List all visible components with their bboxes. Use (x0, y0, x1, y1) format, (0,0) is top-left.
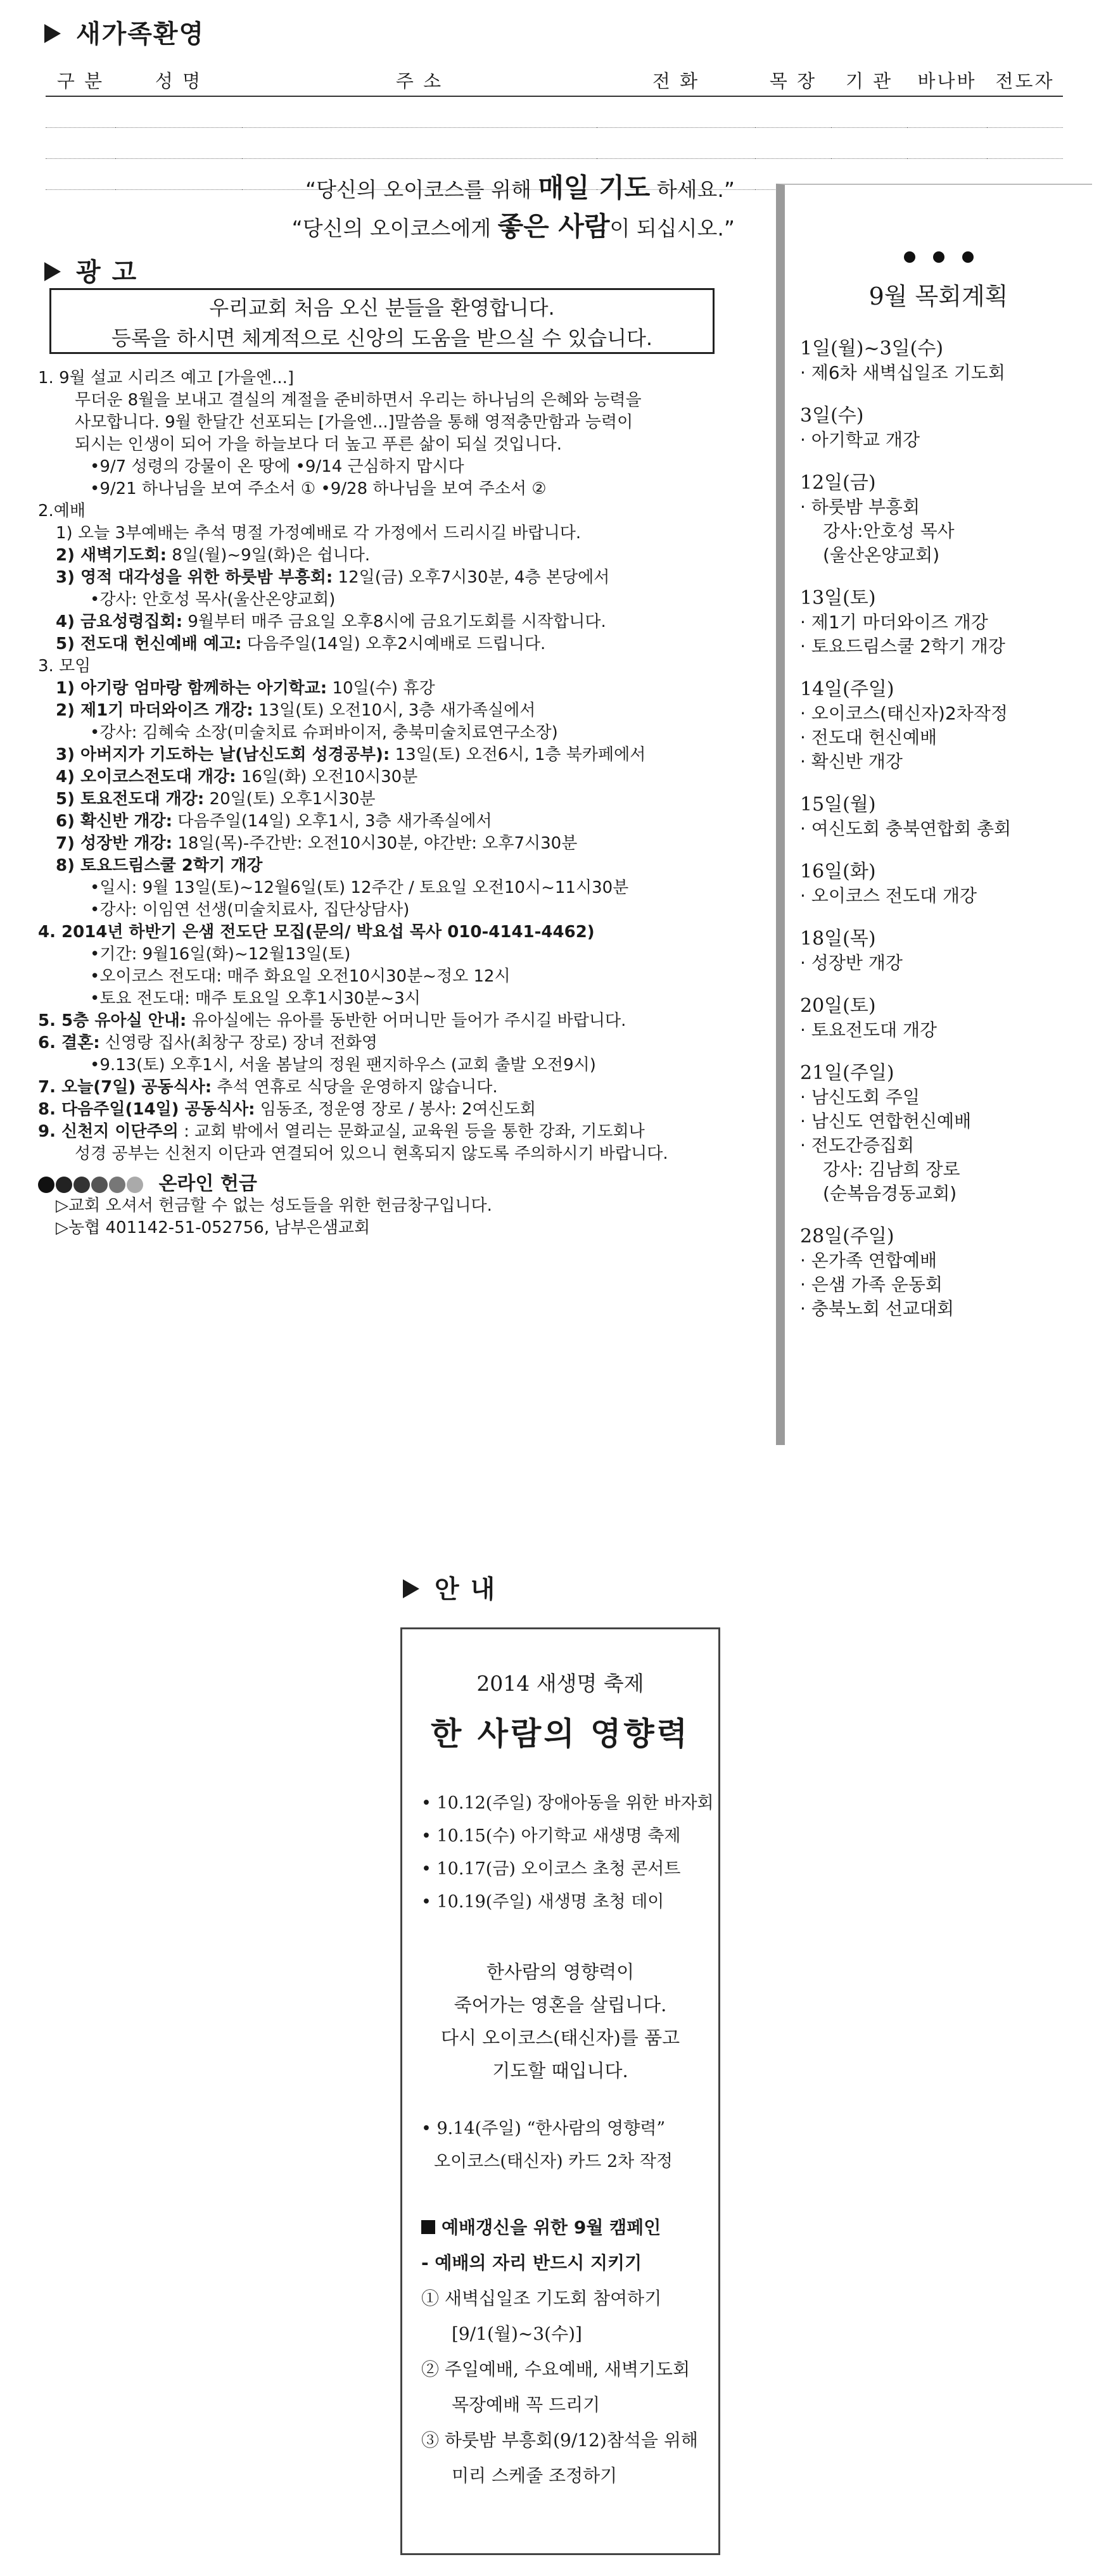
announcement-line (38, 611, 741, 633)
newcomers-table-header (46, 65, 1063, 96)
quote-line-1: “당신의 오이코스를 위해 매일 기도 하세요.” (305, 172, 735, 203)
announcement-line-bold: 5) 전도대 헌신예배 예고: (56, 635, 242, 653)
campaign-step-2-detail: 목장예배 꼭 드리기 (452, 2394, 601, 2415)
plan-event-item: · 제1기 마더와이즈 개강 (800, 612, 988, 633)
newcomers-table-row[interactable] (46, 96, 1063, 128)
campaign-step-2: ② 주일예배, 수요예배, 새벽기도회 (421, 2359, 690, 2380)
announcement-line-text: 무더운 8월을 보내고 결실의 계절을 준비하면서 우리는 하나님의 은혜와 능력을 (75, 391, 642, 410)
announcement-line-text: 12일(금) 오후7시30분, 4층 본당에서 (333, 568, 610, 587)
festival-schedule-item: • 10.17(금) 오이코스 초청 콘서트 (421, 1859, 681, 1879)
plan-event-date: 13일(토) (800, 587, 876, 609)
announcement-line-bold: 7. 오늘(7일) 공동식사: (38, 1078, 212, 1097)
plan-event-item: · 제6차 새벽십일조 기도회 (800, 362, 1005, 383)
plan-event-item: · 성장반 개강 (800, 952, 903, 973)
dot-icon (91, 1177, 108, 1193)
announcement-line (38, 1032, 741, 1054)
announcement-line-text: 성경 공부는 신천지 이단과 연결되어 있으니 현혹되지 않도록 주의하시기 바랍니다. (75, 1144, 668, 1163)
ads-section-title (44, 252, 137, 288)
announcement-line-text: •기간: 9월16일(화)~12월13일(토) (90, 945, 351, 964)
announcement-line (38, 700, 741, 722)
festival-title: 2014 새생명 축제 (476, 1671, 644, 1696)
announcement-line (38, 1010, 741, 1032)
plan-event-item: · 아기학교 개강 (800, 429, 920, 450)
announcement-line-text: 되시는 인생이 되어 가을 하늘보다 더 높고 푸른 삶이 되실 것입니다. (75, 435, 563, 454)
three-dots-icon (785, 251, 1092, 265)
announcement-line-bold: 2) 새벽기도회: (56, 546, 167, 565)
announcement-line (38, 921, 741, 944)
announcement-line-text: 임동조, 정운영 장로 / 봉사: 2여신도회 (255, 1100, 537, 1119)
plan-event-item: · 하룻밤 부흥회 (800, 496, 920, 517)
campaign-step-3: ③ 하룻밤 부흥회(9/12)참석을 위해 (421, 2430, 698, 2451)
announcement-line-bold: 8. 다음주일(14일) 공동식사: (38, 1100, 255, 1119)
announcement-line-bold: 3) 영적 대각성을 위한 하룻밤 부흥회: (56, 568, 333, 587)
plan-event-item: · 은샘 가족 운동회 (800, 1274, 943, 1295)
dots-bullet-icon (38, 1173, 144, 1195)
festival-schedule-item: • 10.19(주일) 새생명 초청 데이 (421, 1892, 664, 1912)
announcement-line-bold: 8) 토요드림스쿨 2학기 개강 (56, 856, 263, 875)
announcement-line (38, 678, 741, 700)
announcement-line-text: 추석 연휴로 식당을 운영하지 않습니다. (212, 1078, 498, 1097)
oikos-card-line-2: 오이코스(태신자) 카드 2차 작정 (434, 2152, 673, 2171)
monthly-plan-events (785, 337, 1092, 1321)
announcement-line (38, 500, 741, 522)
announcement-line (38, 877, 741, 899)
announcement-line-text: 1) 오늘 3부예배는 추석 명절 가정예배로 각 가정에서 드리시길 바랍니다. (56, 524, 582, 543)
announcement-line-text: •강사: 김혜숙 소장(미술치료 슈퍼바이저, 충북미술치료연구소장) (90, 723, 558, 742)
announcement-line (38, 478, 741, 500)
announcement-list (38, 367, 741, 1239)
announcement-line (38, 966, 741, 988)
plan-event-item: · 온가족 연합예배 (800, 1250, 938, 1271)
monthly-plan-panel (776, 184, 1092, 1445)
online-offering-title (38, 1173, 741, 1195)
announcement-line (38, 833, 741, 855)
plan-event-date: 12일(금) (800, 472, 876, 494)
announcement-line (38, 1121, 741, 1143)
announcement-line-bold: 4. 2014년 하반기 은샘 전도단 모집(문의/ 박요섭 목사 010-4141-4462) (38, 923, 595, 942)
oikos-card-line-1: • 9.14(주일) “한사람의 영향력” (421, 2119, 666, 2138)
plan-event-item: · 오이코스 전도대 개강 (800, 885, 977, 906)
prayer-quote (95, 170, 735, 247)
announcement-line-bold: 4) 오이코스전도대 개강: (56, 767, 236, 786)
plan-event-date: 3일(수) (800, 405, 864, 427)
dot-icon (109, 1177, 125, 1193)
announcement-line-text: 1. 9월 설교 시리즈 예고 [가을엔...] (38, 369, 295, 388)
quote-line-2: “당신의 오이코스에게 좋은 사람이 되십시오.” (291, 211, 735, 242)
newcomers-column-header: 기 관 (831, 65, 907, 96)
newcomers-column-header: 전도자 (987, 65, 1063, 96)
plan-event-item: · 확신반 개강 (800, 751, 903, 772)
plan-event-date: 15일(월) (800, 793, 876, 816)
newcomers-table-row[interactable] (46, 128, 1063, 159)
announcement-line (38, 655, 741, 678)
announcement-line-text: 신영랑 집사(최창구 장로) 장녀 전화영 (99, 1033, 378, 1052)
announcement-line (38, 1054, 741, 1076)
announcement-line (38, 1143, 741, 1165)
announcement-line-bold: 6) 확신반 개강: (56, 812, 173, 831)
campaign-subtitle: - 예배의 자리 반드시 지키기 (421, 2252, 642, 2273)
festival-schedule-item: • 10.15(수) 아기학교 새생명 축제 (421, 1826, 681, 1846)
festival-theme: 한 사람의 영향력 (431, 1715, 690, 1752)
plan-event-date: 16일(화) (800, 861, 876, 883)
ads-title-text: 광 고 (76, 258, 138, 287)
campaign-title-text: 예배갱신을 위한 9월 캠페인 (442, 2217, 661, 2238)
announcement-line-text: 16일(화) 오전10시30분 (236, 767, 418, 786)
announcement-line (38, 811, 741, 833)
plan-event (785, 586, 1092, 659)
festival-box (400, 1627, 720, 2555)
welcome-line-1: 우리교회 처음 오신 분들을 환영합니다. (209, 296, 555, 320)
festival-schedule-item: • 10.12(주일) 장애아동을 위한 바자회 (421, 1793, 714, 1813)
announcement-line-text: 9월부터 매주 금요일 오후8시에 금요기도회를 시작합니다. (182, 612, 606, 631)
announcement-line-text: : 교회 밖에서 열리는 문화교실, 교육원 등을 통한 강좌, 기도회나 (178, 1122, 645, 1141)
plan-event-item: · 전도간증집회 (800, 1135, 915, 1156)
announcement-line-text: •9/21 하나님을 보여 주소서 ① •9/28 하나님을 보여 주소서 ② (90, 479, 547, 498)
plan-event-item: · 남신도회 주일 (800, 1087, 920, 1108)
oikos-card-note (402, 2112, 718, 2178)
announcement-line (38, 434, 741, 456)
announcement-line (38, 522, 741, 545)
announcement-line (38, 389, 741, 412)
newcomers-column-header: 목 장 (755, 65, 831, 96)
newcomers-column-header: 주 소 (242, 65, 597, 96)
announcement-line-text: •9/7 성령의 강물이 온 땅에 •9/14 근심하지 맙시다 (90, 457, 464, 476)
dot-icon (73, 1177, 90, 1193)
announcement-line-text: 사모합니다. 9월 한달간 선포되는 [가을엔...]말씀을 통해 영적충만함과 능력이 (75, 413, 633, 432)
announcement-line-bold: 4) 금요성령집회: (56, 612, 183, 631)
plan-event-date: 21일(주일) (800, 1062, 894, 1084)
announcement-line-text: •토요 전도대: 매주 토요일 오후1시30분~3시 (90, 989, 421, 1008)
plan-event-date: 18일(목) (800, 928, 876, 950)
announcement-line-text: •9.13(토) 오후1시, 서울 봄날의 정원 팬지하우스 (교회 출발 오전9시) (90, 1056, 596, 1075)
announcement-line (38, 456, 741, 478)
triangle-bullet-icon (44, 24, 61, 43)
announcement-line (38, 367, 741, 389)
plan-event-item: · 전도대 헌신예배 (800, 727, 938, 748)
campaign-step-1-date: [9/1(월)~3(수)] (452, 2323, 582, 2344)
announcement-line (38, 589, 741, 611)
newcomers-column-header: 바나바 (907, 65, 987, 96)
plan-event (785, 994, 1092, 1042)
announcement-line-text: 20일(토) 오후1시30분 (204, 790, 376, 809)
plan-event (785, 860, 1092, 908)
square-bullet-icon (421, 2220, 435, 2234)
plan-event-date: 14일(주일) (800, 678, 894, 700)
announcement-line-text: 13일(토) 오전6시, 1층 북카페에서 (390, 745, 646, 764)
announcement-line-bold: 1) 아기랑 엄마랑 함께하는 아기학교: (56, 679, 327, 698)
announcement-line-text: 8일(월)~9일(화)은 쉽니다. (167, 546, 371, 565)
announcement-line (38, 988, 741, 1010)
announcement-line (38, 633, 741, 655)
announcement-line-text: •강사: 안호성 목사(울산온양교회) (90, 590, 336, 609)
announcement-line (38, 788, 741, 811)
announcement-line-text: 2.예배 (38, 502, 86, 521)
triangle-bullet-icon (403, 1579, 419, 1598)
announcement-line-bold: 2) 제1기 마더와이즈 개강: (56, 701, 253, 720)
worship-campaign (402, 2210, 718, 2281)
plan-event-date: 20일(토) (800, 995, 876, 1017)
bank-account: ▷농협 401142-51-052756, 남부은샘교회 (56, 1218, 371, 1237)
newcomers-column-header: 구 분 (46, 65, 115, 96)
plan-event (785, 678, 1092, 774)
announcement-line (38, 1099, 741, 1121)
plan-event-detail: 강사:안호성 목사 (823, 521, 955, 541)
dot-icon (38, 1177, 54, 1193)
announcement-line (38, 944, 741, 966)
plan-event-item: · 토요드림스쿨 2학기 개강 (800, 636, 1005, 657)
announcement-line (38, 899, 741, 921)
announcement-line-text: •오이코스 전도대: 매주 화요일 오전10시30분~정오 12시 (90, 967, 511, 986)
online-offering (38, 1173, 741, 1239)
plan-event-detail: (순복음경동교회) (823, 1183, 957, 1204)
plan-event-date: 1일(월)~3일(수) (800, 338, 944, 360)
announcement-line (38, 855, 741, 877)
online-offering-title-text: 온라인 헌금 (158, 1173, 257, 1195)
announcement-line (38, 1076, 741, 1099)
plan-event-item: · 남신도 연합헌신예배 (800, 1111, 972, 1132)
announcement-line-text: 18일(목)-주간반: 오전10시30분, 야간반: 오후7시30분 (172, 834, 578, 853)
triangle-bullet-icon (44, 262, 61, 281)
announcement-line (38, 722, 741, 744)
campaign-title (421, 2210, 718, 2245)
plan-event-detail: (울산온양교회) (823, 545, 940, 565)
campaign-step-1: ① 새벽십일조 기도회 참여하기 (421, 2288, 662, 2309)
announcement-line (38, 567, 741, 589)
festival-message-line: 죽어가는 영혼을 살립니다. (454, 1994, 667, 2016)
plan-event (785, 471, 1092, 567)
campaign-step-3-detail: 미리 스케줄 조정하기 (452, 2465, 618, 2486)
announcement-line-text: 13일(토) 오전10시, 3층 새가족실에서 (253, 701, 536, 720)
announcement-line-bold: 5. 5층 유아실 안내: (38, 1011, 187, 1030)
festival-schedule (402, 1787, 718, 1919)
festival-message-line: 기도할 때입니다. (492, 2060, 628, 2081)
newcomers-section-title (44, 14, 205, 50)
announcement-line (38, 744, 741, 766)
plan-event-item: · 여신도회 충북연합회 총회 (800, 818, 1012, 839)
guide-title-text: 안 내 (435, 1575, 497, 1604)
announcement-line-bold: 7) 성장반 개강: (56, 834, 173, 853)
announcement-line-bold: 6. 결혼: (38, 1033, 100, 1052)
newcomers-column-header: 전 화 (597, 65, 755, 96)
plan-event (785, 927, 1092, 975)
plan-event (785, 1225, 1092, 1321)
announcement-line-text: 다음주일(14일) 오후1시, 3층 새가족실에서 (172, 812, 492, 831)
plan-event-item: · 토요전도대 개강 (800, 1020, 938, 1040)
announcement-line-text: 다음주일(14일) 오후2시예배로 드립니다. (241, 635, 546, 653)
announcement-lines (38, 367, 741, 1165)
newcomers-column-header: 성 명 (115, 65, 242, 96)
dot-icon (127, 1177, 143, 1193)
announcement-line-text: 유아실에는 유아를 동반한 어머니만 들어가 주시길 바랍니다. (186, 1011, 626, 1030)
announcement-line (38, 545, 741, 567)
monthly-plan-title: 9월 목회계획 (868, 282, 1008, 310)
welcome-line-2: 등록을 하시면 체계적으로 신앙의 도움을 받으실 수 있습니다. (111, 326, 653, 350)
newcomers-title-text: 새가족환영 (76, 20, 205, 49)
plan-event-item: · 오이코스(태신자)2차작정 (800, 703, 1008, 724)
announcement-line-bold: 3) 아버지가 기도하는 날(남신도회 성경공부): (56, 745, 390, 764)
announcement-line (38, 412, 741, 434)
plan-event-item: · 충북노회 선교대회 (800, 1298, 955, 1319)
plan-event-detail: 강사: 김남희 장로 (823, 1159, 960, 1180)
plan-event (785, 404, 1092, 452)
plan-event (785, 793, 1092, 841)
festival-message (402, 1955, 718, 2087)
announcement-line-bold: 9. 신천지 이단주의 (38, 1122, 179, 1141)
welcome-box (49, 288, 715, 354)
plan-event (785, 337, 1092, 385)
dot-icon (56, 1177, 72, 1193)
online-offering-desc: ▷교회 오셔서 헌금할 수 없는 성도들을 위한 헌금창구입니다. (56, 1196, 492, 1215)
announcement-line-text: •강사: 이임연 선생(미술치료사, 집단상담사) (90, 900, 410, 919)
announcement-line-text: •일시: 9월 13일(토)~12월6일(토) 12주간 / 토요일 오전10시~11시30분 (90, 878, 629, 897)
festival-message-line: 한사람의 영향력이 (486, 1961, 635, 1983)
announcement-line (38, 766, 741, 788)
guide-section-title (403, 1569, 496, 1605)
plan-event (785, 1061, 1092, 1206)
announcement-line-text: 10일(수) 휴강 (327, 679, 435, 698)
announcement-line-bold: 5) 토요전도대 개강: (56, 790, 205, 809)
announcement-line-text: 3. 모임 (38, 657, 91, 676)
plan-event-date: 28일(주일) (800, 1225, 894, 1247)
festival-message-line: 다시 오이코스(태신자)를 품고 (440, 2027, 680, 2049)
